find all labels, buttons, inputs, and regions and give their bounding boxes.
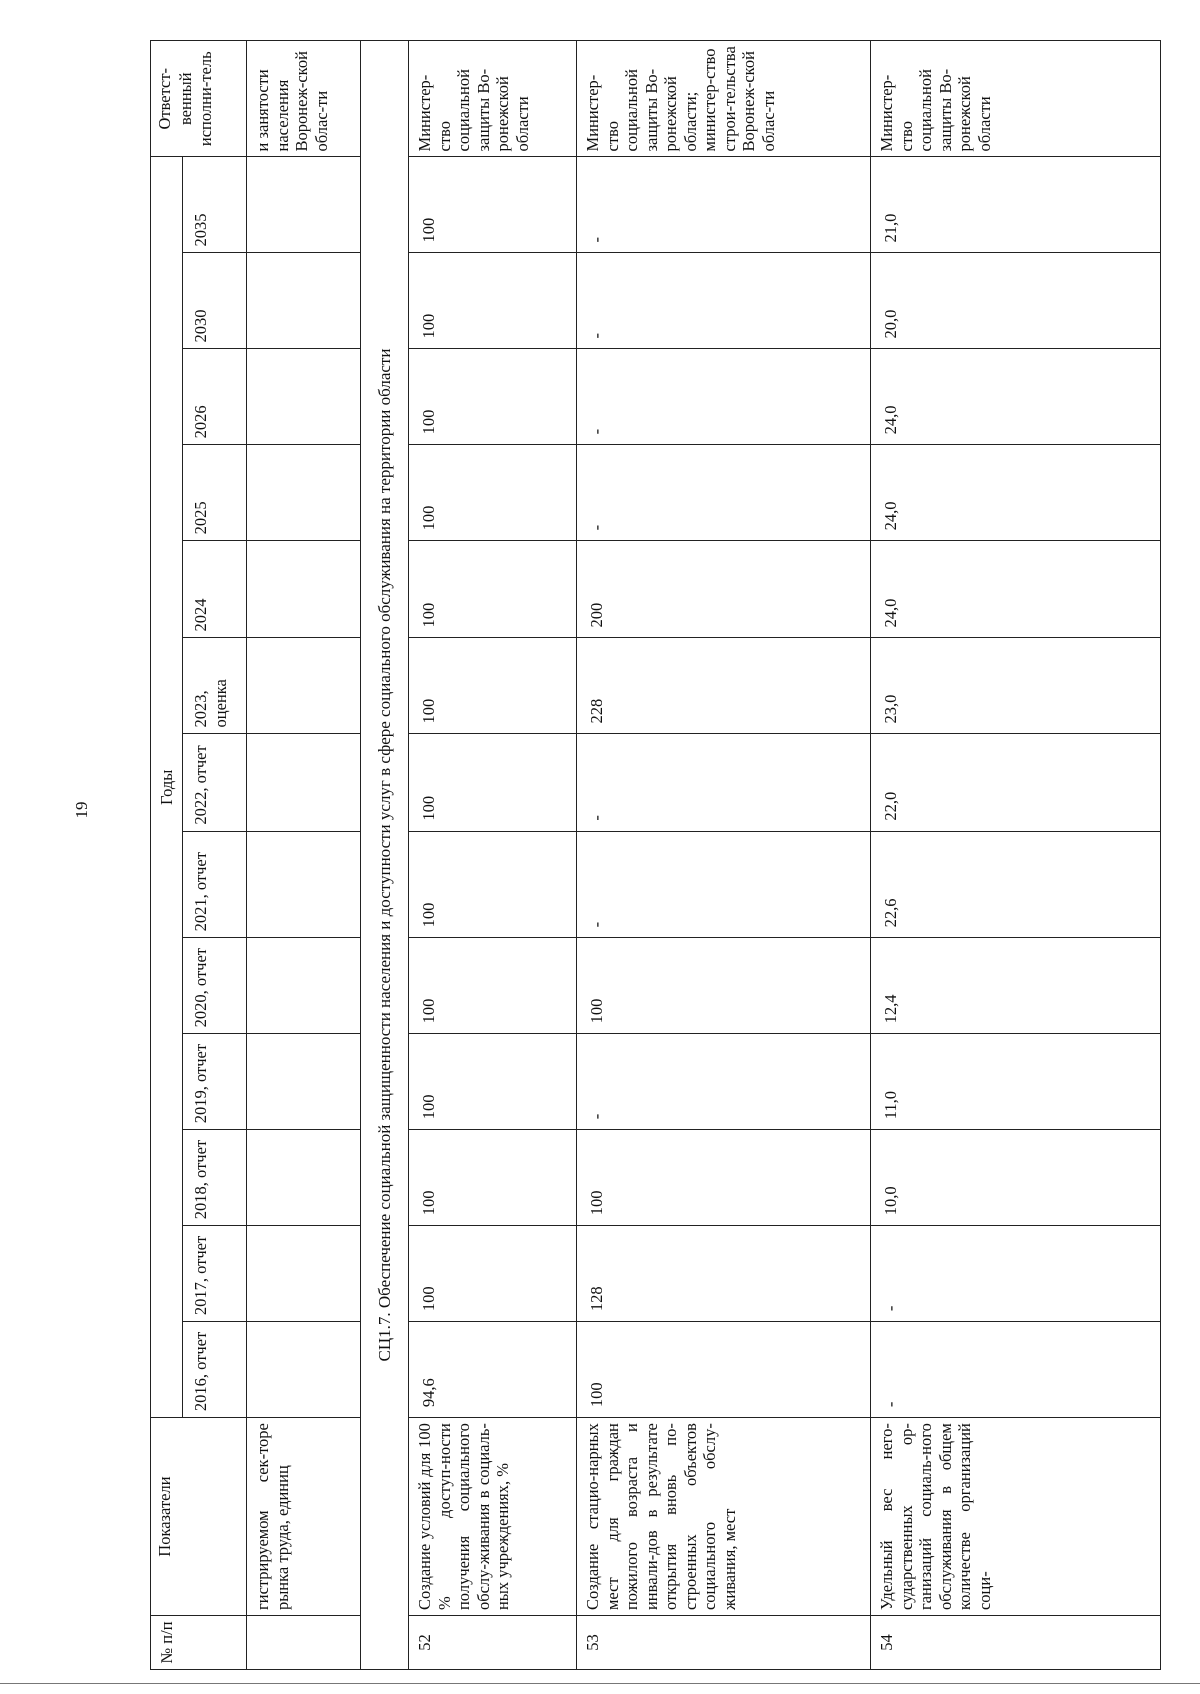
row-value: 100 [577,1130,871,1226]
row-value: 22,6 [871,831,1161,938]
row-value: - [577,445,871,541]
row-value: 22,0 [871,734,1161,831]
row-value: 100 [409,349,577,445]
row-value: 100 [409,1130,577,1226]
row-value: 100 [409,1226,577,1322]
row-value: 23,0 [871,638,1161,734]
row-value: 24,0 [871,349,1161,445]
row-value: 20,0 [871,253,1161,349]
row-value: 100 [409,938,577,1034]
row-num: 53 [577,1616,871,1670]
row-value: - [577,734,871,831]
year-header: 2016, отчет [183,1322,247,1418]
header-years: Годы [151,157,183,1418]
row-indicator: Удельный вес него-сударственных ор-ганизаций социаль-ного обслуживания в общем количестве организаций соци- [871,1418,1161,1616]
row-value: 100 [409,638,577,734]
year-header: 2018, отчет [183,1130,247,1226]
continuation-indicator: гистрируемом сек-торе рынка труда, единиц [247,1418,361,1616]
row-value: 100 [577,1322,871,1418]
row-value: 100 [409,253,577,349]
row-value: 24,0 [871,541,1161,638]
year-header: 2021, отчет [183,831,247,938]
row-value: - [577,157,871,253]
year-header: 2030 [183,253,247,349]
row-value: 100 [409,1034,577,1130]
year-header: 2026 [183,349,247,445]
row-value: 10,0 [871,1130,1161,1226]
header-num: № п/п [151,1616,247,1670]
year-header: 2035 [183,157,247,253]
row-value: 24,0 [871,445,1161,541]
row-value: - [577,253,871,349]
row-indicator: Создание условий для 100 % доступ-ности получения социального обслу-живания в социаль-ных учреждениях, % [409,1418,577,1616]
year-header: 2019, отчет [183,1034,247,1130]
row-value: 100 [409,831,577,938]
header-responsible: Ответст-венный исполни-тель [151,41,247,157]
row-responsible: Министер-ство социальной защиты Во-ронежской области; министер-ство строи-тельства Воронеж-ской облас-ти [577,41,871,157]
row-responsible: Министер-ство социальной защиты Во-ронежской области [871,41,1161,157]
row-value: 11,0 [871,1034,1161,1130]
row-value: 128 [577,1226,871,1322]
row-responsible: Министер-ство социальной защиты Во-ронежской области [409,41,577,157]
year-header: 2024 [183,541,247,638]
row-value: 94,6 [409,1322,577,1418]
rotated-table-container [150,40,1200,1670]
indicators-table [150,40,1161,1670]
year-header: 2023, оценка [183,638,247,734]
row-value: 100 [577,938,871,1034]
row-value: 12,4 [871,938,1161,1034]
year-header: 2017, отчет [183,1226,247,1322]
table-row [577,41,871,1670]
continuation-row [247,41,361,1670]
row-num: 54 [871,1616,1161,1670]
row-value: 21,0 [871,157,1161,253]
row-value: 200 [577,541,871,638]
page-number: 19 [72,801,91,819]
row-value: 100 [409,157,577,253]
row-value: 228 [577,638,871,734]
row-value: - [871,1226,1161,1322]
table-row [871,41,1161,1670]
row-value: 100 [409,445,577,541]
year-header: 2020, отчет [183,938,247,1034]
header-indicator: Показатели [151,1418,247,1616]
row-value: - [577,1034,871,1130]
row-value: - [577,831,871,938]
year-header: 2022, отчет [183,734,247,831]
continuation-num [247,1616,361,1670]
section-title: СЦ1.7. Обеспечение социальной защищенности населения и доступности услуг в сфере социального обслуживания на территории области [361,41,409,1670]
row-num: 52 [409,1616,577,1670]
row-value: 100 [409,734,577,831]
row-value: 100 [409,541,577,638]
row-value: - [871,1322,1161,1418]
page-bottom-rule [0,1683,1200,1684]
row-value: - [577,349,871,445]
table-row [409,41,577,1670]
continuation-responsible: и занятости населения Воронеж-ской облас-ти [247,41,361,157]
year-header: 2025 [183,445,247,541]
row-indicator: Создание стацио-нарных мест для граждан пожилого возраста и инвали-дов в результате открытия вновь по-строенных объектов социального обслу-живания, мест [577,1418,871,1616]
